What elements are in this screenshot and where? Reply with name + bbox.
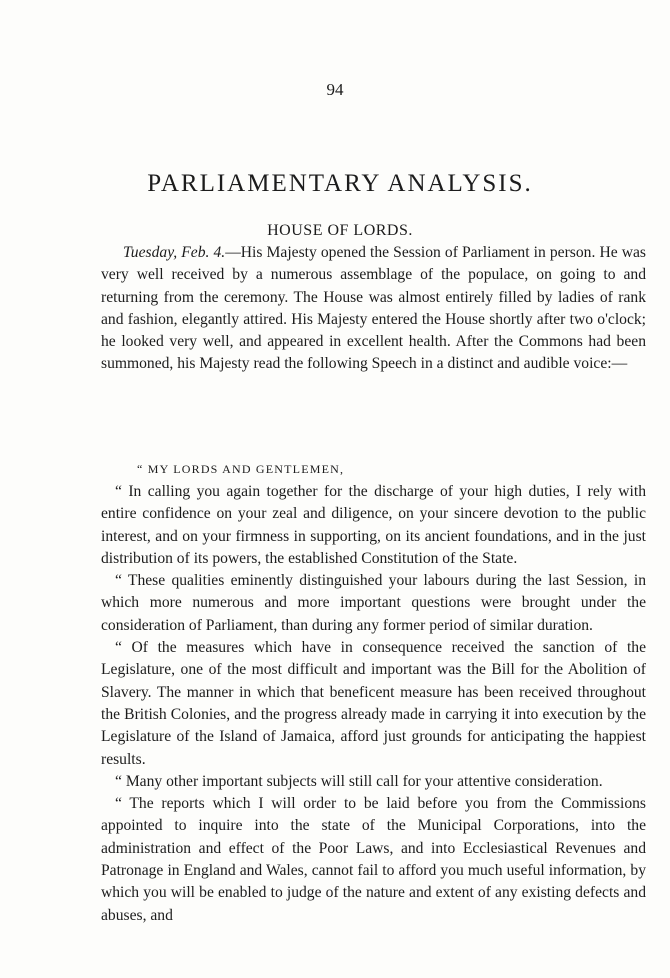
intro-date: Tuesday, Feb. 4. [123,244,226,261]
speech-paragraph-3: “ Of the measures which have in consequence received the sanction of the Legislature, one of the most difficult and important was the Bill for the Abolition of Slavery. The manner in which that beneficent measure has been received throughout the British Colonies, and the progress already made in carrying it into execution by the Legislature of the Island of Jamaica, afford just grounds for anticipating the happiest results. [101,639,646,768]
intro-paragraph [101,242,646,376]
speech-salutation: “ MY LORDS AND GENTLEMEN, [137,462,345,476]
kings-speech [101,459,646,927]
speech-paragraph-5: “ The reports which I will order to be laid before you from the Commissions appointed to inquire into the state of the Municipal Corporations, into the administration and effect of the Poor Laws, and into Ecclesiastical Revenues and Patronage in England and Wales, cannot fail to afford you much useful information, by which you will be enabled to judge of the nature and extent of any existing defects and abuses, and [101,795,646,924]
page-title: PARLIAMENTARY ANALYSIS. [147,170,533,197]
speech-paragraph-1: “ In calling you again together for the discharge of your high duties, I rely with entire confidence on your zeal and diligence, on your sincere devotion to the public interest, and on your firmness in supporting, on its ancient foundations, and in the just distribution of its powers, the established Constitution of the State. [101,483,646,567]
intro-text: —His Majesty opened the Session of Parliament in person. He was very well received by a numerous assemblage of the populace, on going to and returning from the ceremony. The House was almost entirely filled by ladies of rank and fashion, elegantly attired. His Majesty entered the House shortly after two o'clock; he looked very well, and appeared in excellent health. After the Commons had been summoned, his Majesty read the following Speech in a distinct and audible voice:— [101,244,646,373]
speech-paragraph-2: “ These qualities eminently distinguished your labours during the last Session, in which more numerous and more important questions were brought under the consideration of Parliament, than during any former period of similar duration. [101,572,646,634]
section-heading: HOUSE OF LORDS. [267,222,413,239]
speech-paragraph-4: “ Many other important subjects will still call for your attentive consideration. [115,772,603,790]
page-number: 94 [326,80,344,99]
